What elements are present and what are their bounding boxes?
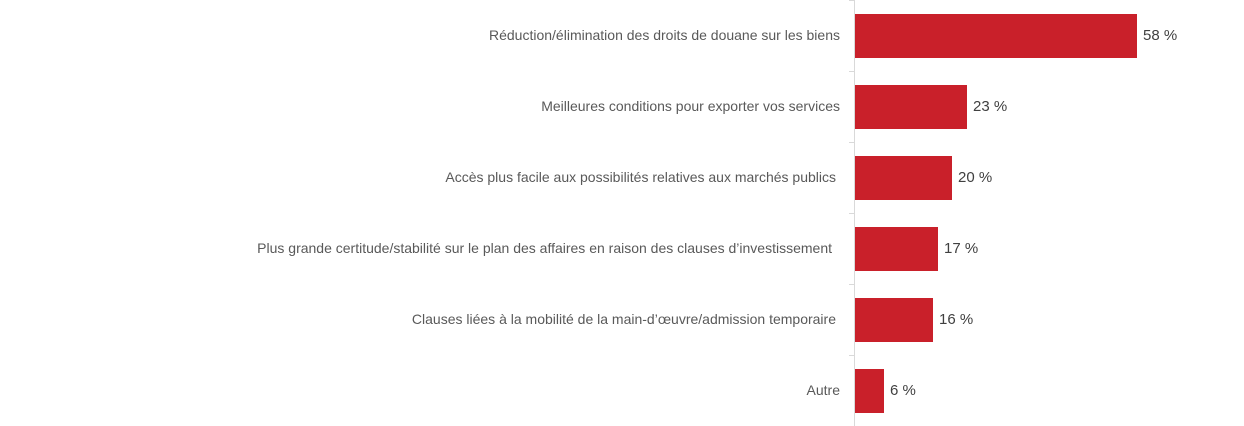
category-label: Réduction/élimination des droits de douane sur les biens bbox=[489, 27, 840, 43]
value-label: 20 % bbox=[958, 169, 993, 186]
bar-row bbox=[0, 0, 1244, 71]
value-label: 6 % bbox=[890, 382, 916, 399]
category-label: Autre bbox=[806, 382, 840, 398]
bar bbox=[855, 298, 933, 342]
bar-row bbox=[0, 71, 1244, 142]
bar-row bbox=[0, 355, 1244, 426]
category-label: Plus grande certitude/stabilité sur le plan des affaires en raison des clauses d’investissement bbox=[257, 240, 832, 256]
value-label: 58 % bbox=[1143, 27, 1178, 44]
bar bbox=[855, 369, 884, 413]
bar bbox=[855, 14, 1137, 58]
category-label: Clauses liées à la mobilité de la main-d’œuvre/admission temporaire bbox=[411, 311, 836, 327]
category-label: Accès plus facile aux possibilités relatives aux marchés publics bbox=[445, 169, 836, 185]
value-label: 17 % bbox=[944, 240, 979, 257]
bar bbox=[855, 156, 952, 200]
bar-row bbox=[0, 213, 1244, 284]
value-label: 23 % bbox=[973, 98, 1008, 115]
value-label: 16 % bbox=[939, 311, 974, 328]
category-label: Meilleures conditions pour exporter vos services bbox=[541, 98, 840, 114]
bar-row bbox=[0, 284, 1244, 355]
bar bbox=[855, 227, 938, 271]
bar-row bbox=[0, 142, 1244, 213]
bar bbox=[855, 85, 967, 129]
